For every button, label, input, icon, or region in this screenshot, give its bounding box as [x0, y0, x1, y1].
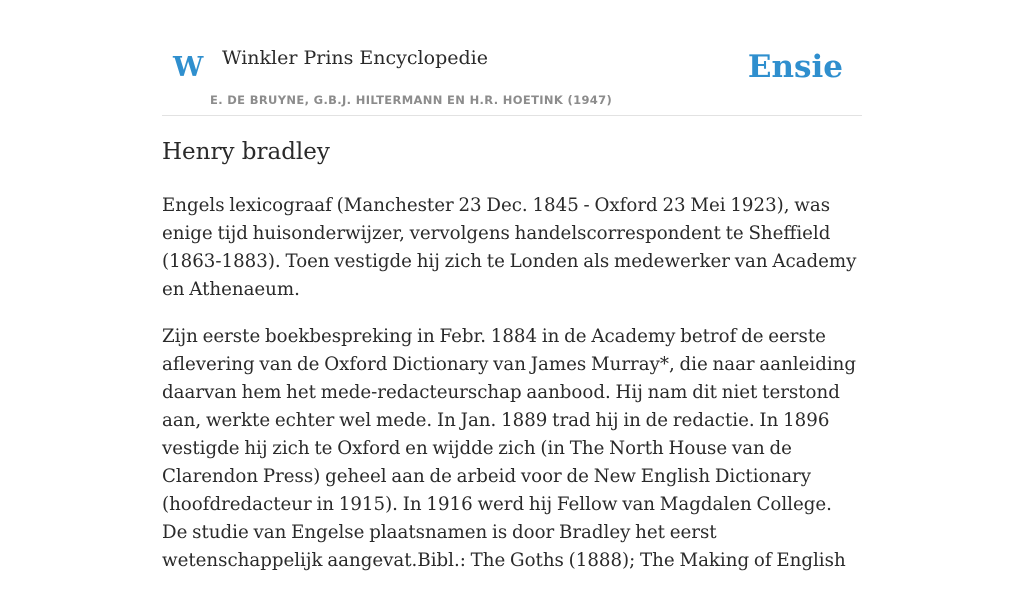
article-body [162, 192, 862, 594]
ensie-logo[interactable]: Ensie [747, 49, 843, 85]
source-title[interactable]: Winkler Prins Encyclopedie [222, 47, 488, 69]
winkler-prins-logo-icon[interactable]: W [173, 52, 204, 83]
article-paragraph: Zijn eerste boekbespreking in Febr. 1884 in de Academy betrof de eerste aflevering van de Oxford Dictionary van James Murray*, die naar aanleiding daarvan hem het mede-redacteurschap aanbood. Hij nam dit niet terstond aan, werkte echter wel mede. In Jan. 1889 trad hij in de redactie. In 1896 vestigde hij zich te Oxford en wijdde zich (in The North House van de Clarendon Press) geheel aan de arbeid voor de New English Dictionary (hoofdredacteur in 1915). In 1916 werd hij Fellow van Magdalen College. De studie van Engelse plaatsnamen is door Bradley het eerst wetenschappelijk aangevat.Bibl.: The Goths (1888); The Making of English [162, 326, 857, 571]
source-authors: E. DE BRUYNE, G.B.J. HILTERMANN EN H.R. HOETINK (1947) [210, 93, 613, 107]
article-paragraph: Engels lexicograaf (Manchester 23 Dec. 1845 - Oxford 23 Mei 1923), was enige tijd huisonderwijzer, vervolgens handelscorrespondent te Sheffield (1863-1883). Toen vestigde hij zich te Londen als medewerker van Academy en Athenaeum. [162, 195, 857, 300]
article-title: Henry bradley [162, 139, 330, 165]
source-header [162, 30, 862, 116]
